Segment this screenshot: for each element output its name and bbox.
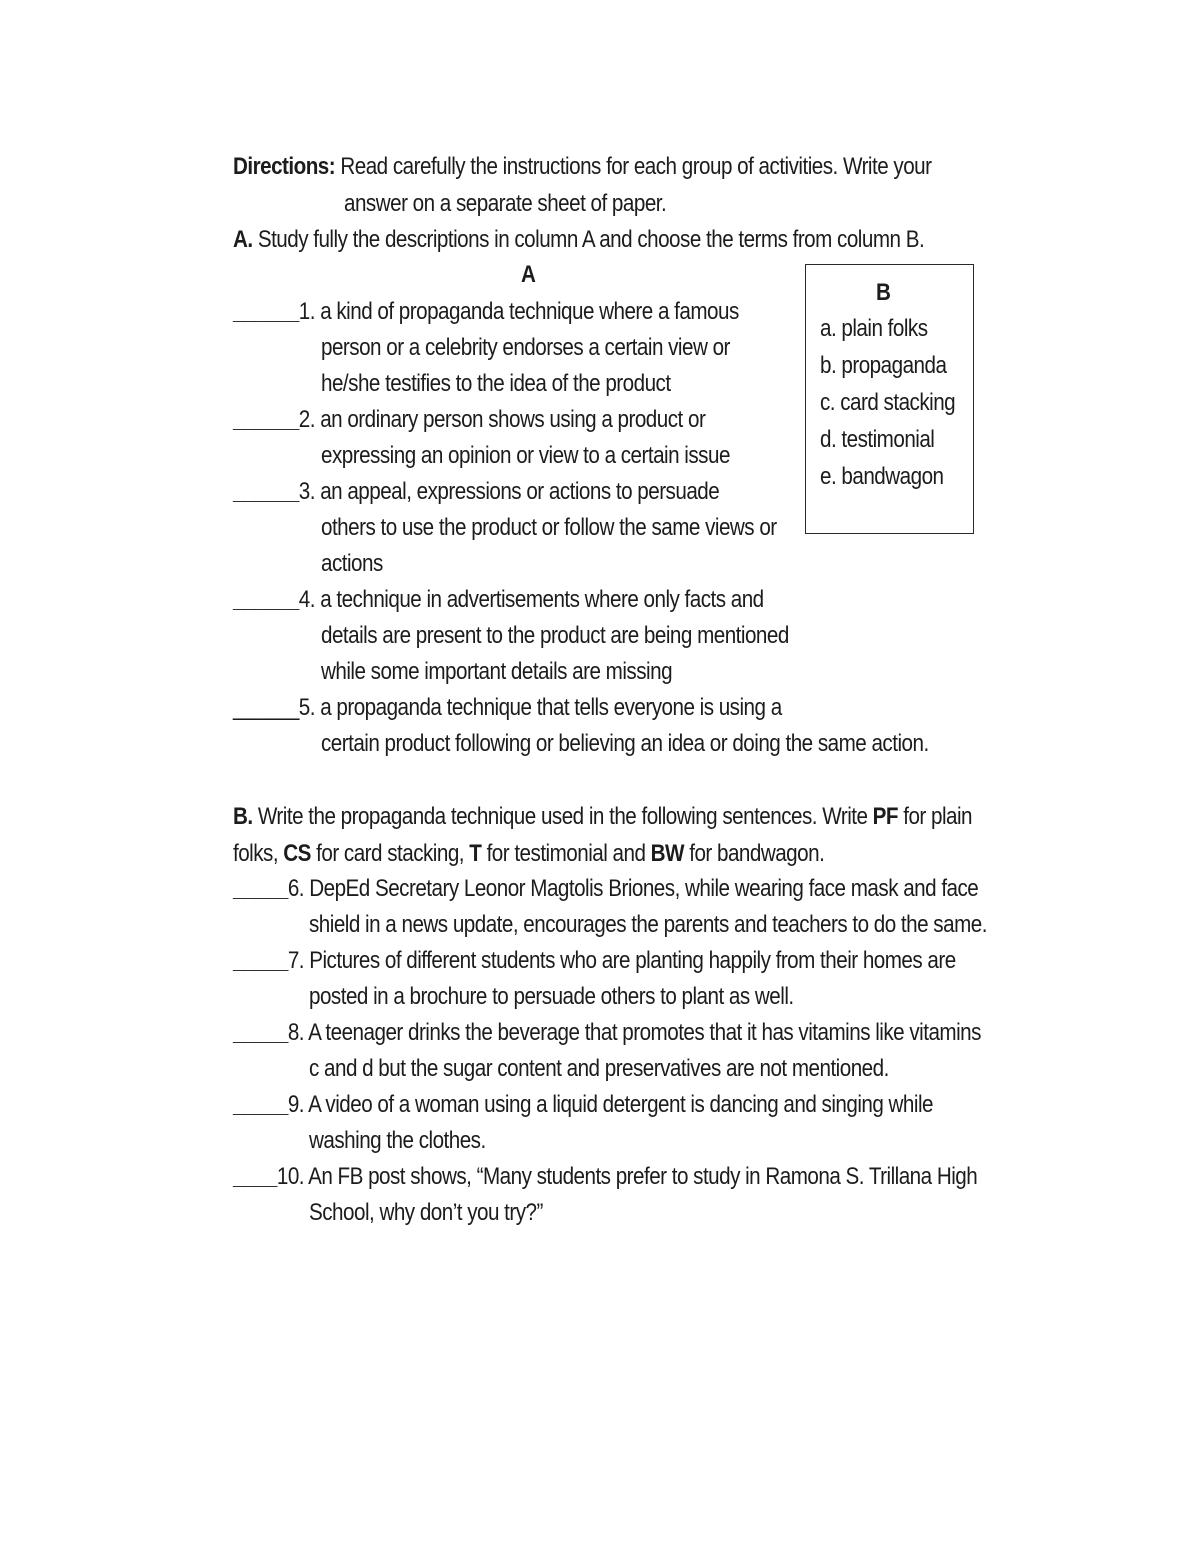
part-a-item-2-line-1: ______2. an ordinary person shows using a product or <box>233 406 706 433</box>
column-b-header: B <box>876 279 891 306</box>
directions-text: Read carefully the instructions for each group of activities. Write your <box>335 153 932 180</box>
directions-line-1 <box>233 152 931 182</box>
answer-blank-3[interactable]: ______ <box>233 478 299 505</box>
choice-e: e. bandwagon <box>820 463 944 490</box>
part-a-instruction: A. Study fully the descriptions in column A and choose the terms from column B. <box>233 226 925 253</box>
part-b-item-6-line-2: shield in a news update, encourages the parents and teachers to do the same. <box>309 911 987 938</box>
part-b-item-7-line-1: _____7. Pictures of different students who are planting happily from their homes are <box>233 947 956 974</box>
part-a-item-4-line-1: ______4. a technique in advertisements where only facts and <box>233 586 764 613</box>
column-a-header: A <box>521 261 536 288</box>
part-b-item-10-line-2: School, why don’t you try?” <box>309 1199 543 1226</box>
part-a-item-3-line-1: ______3. an appeal, expressions or actions to persuade <box>233 478 720 505</box>
part-b-item-8-line-2: c and d but the sugar content and preservatives are not mentioned. <box>309 1055 889 1082</box>
part-a-item-1-line-1: ______1. a kind of propaganda technique where a famous <box>233 298 739 325</box>
choice-d: d. testimonial <box>820 426 935 453</box>
part-a-item-5-line-2: certain product following or believing an idea or doing the same action. <box>321 730 929 757</box>
part-b-item-10-line-1: ____10. An FB post shows, “Many students prefer to study in Ramona S. Trillana High <box>233 1163 978 1190</box>
answer-blank-9[interactable]: _____ <box>233 1091 288 1118</box>
part-a-item-2-line-2: expressing an opinion or view to a certain issue <box>321 442 730 469</box>
choice-b: b. propaganda <box>820 352 947 379</box>
answer-blank-4[interactable]: ______ <box>233 586 299 613</box>
part-a-item-5-line-1: ______5. a propaganda technique that tells everyone is using a <box>233 694 782 721</box>
answer-blank-6[interactable]: _____ <box>233 875 288 902</box>
answer-blank-10[interactable]: ____ <box>233 1163 277 1190</box>
part-b-instruction-line-1: B. Write the propaganda technique used in the following sentences. Write PF for plain <box>233 803 973 830</box>
part-b-item-6-line-1: _____6. DepEd Secretary Leonor Magtolis Briones, while wearing face mask and face <box>233 875 979 902</box>
answer-blank-2[interactable]: ______ <box>233 406 299 433</box>
choice-a: a. plain folks <box>820 315 928 342</box>
answer-blank-1[interactable]: ______ <box>233 298 299 325</box>
part-a-item-1-line-3: he/she testifies to the idea of the product <box>321 370 671 397</box>
answer-blank-5[interactable]: ______ <box>233 694 299 721</box>
answer-blank-8[interactable]: _____ <box>233 1019 288 1046</box>
directions-label: Directions: <box>233 153 336 180</box>
part-a-item-4-line-2: details are present to the product are being mentioned <box>321 622 789 649</box>
answer-blank-7[interactable]: _____ <box>233 947 288 974</box>
part-b-item-9-line-1: _____9. A video of a woman using a liquid detergent is dancing and singing while <box>233 1091 933 1118</box>
directions-line-2: answer on a separate sheet of paper. <box>344 190 667 217</box>
part-b-item-7-line-2: posted in a brochure to persuade others to plant as well. <box>309 983 794 1010</box>
part-a-item-3-line-3: actions <box>321 550 383 577</box>
part-a-item-1-line-2: person or a celebrity endorses a certain view or <box>321 334 730 361</box>
part-a-item-3-line-2: others to use the product or follow the same views or <box>321 514 777 541</box>
part-a-label: A. <box>233 226 253 253</box>
part-b-item-8-line-1: _____8. A teenager drinks the beverage that promotes that it has vitamins like vitamins <box>233 1019 981 1046</box>
part-a-item-4-line-3: while some important details are missing <box>321 658 673 685</box>
part-b-item-9-line-2: washing the clothes. <box>309 1127 486 1154</box>
part-b-instruction-line-2: folks, CS for card stacking, T for testimonial and BW for bandwagon. <box>233 840 825 867</box>
choice-c: c. card stacking <box>820 389 956 416</box>
part-b-label: B. <box>233 803 253 830</box>
